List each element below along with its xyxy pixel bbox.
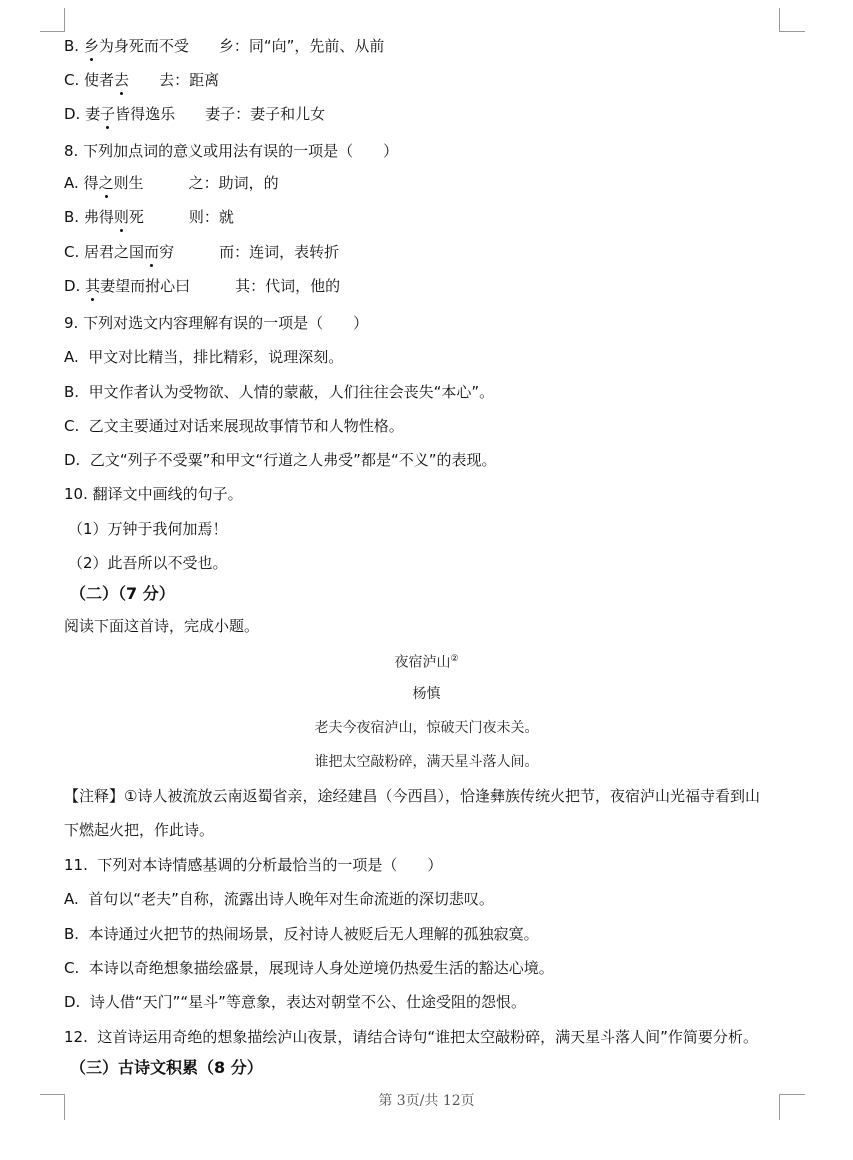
q10-item-2: （2）此吾所以不受也。	[68, 554, 228, 572]
section-3-heading: （三）古诗文积累（8 分）	[70, 1058, 263, 1077]
q12-stem: 12. 这首诗运用奇绝的想象描绘泸山夜景，请结合诗句“谁把太空敲粉碎，满天星斗落人间”作简要分析。	[64, 1028, 758, 1046]
crop-mark-top-right	[779, 8, 780, 32]
q11-option-c: C. 本诗以奇绝想象描绘盛景，展现诗人身处逆境仍热爱生活的豁达心境。	[64, 959, 554, 977]
q8-option-d: D. 其妻望而拊心曰 其：代词，他的	[64, 277, 341, 295]
crop-mark-top-left	[64, 8, 65, 32]
q10-item-1: （1）万钟于我何加焉！	[68, 520, 228, 538]
crop-mark-top-left	[40, 31, 64, 32]
poem-author: 杨慎	[412, 686, 441, 702]
poem-annotation-line-2: 下燃起火把，作此诗。	[64, 821, 215, 839]
q9-stem: 9. 下列对选文内容理解有误的一项是（ ）	[64, 314, 369, 332]
page-number: 第 3页/共 12页	[378, 1093, 475, 1109]
section-2-intro: 阅读下面这首诗，完成小题。	[64, 617, 260, 635]
q8-option-a: A. 得之则生 之：助词，的	[64, 174, 279, 192]
q9-option-b: B. 甲文作者认为受物欲、人情的蒙蔽，人们往往会丧失“本心”。	[64, 383, 495, 401]
q11-stem: 11. 下列对本诗情感基调的分析最恰当的一项是（ ）	[64, 856, 443, 874]
q7-option-c: C. 使者去 去：距离	[64, 71, 220, 89]
q11-option-d: D. 诗人借“天门”“星斗”等意象，表达对朝堂不公、仕途受阻的怨恨。	[64, 993, 526, 1011]
q7-option-b: B. 乡为身死而不受 乡：同“向”，先前、从前	[64, 37, 385, 55]
poem-line-1: 老夫今夜宿泸山，惊破天门夜未关。	[314, 720, 539, 736]
poem-title: 夜宿泸山②	[394, 654, 459, 671]
q7-option-d: D. 妻子皆得逸乐 妻子：妻子和儿女	[64, 105, 326, 123]
poem-line-2: 谁把太空敲粉碎，满天星斗落人间。	[314, 754, 539, 770]
q10-stem: 10. 翻译文中画线的句子。	[64, 485, 243, 503]
section-2-heading: （二）（7 分）	[70, 584, 175, 603]
q8-option-b: B. 弗得则死 则：就	[64, 208, 234, 226]
q9-option-c: C. 乙文主要通过对话来展现故事情节和人物性格。	[64, 417, 404, 435]
q9-option-a: A. 甲文对比精当，排比精彩，说理深刻。	[64, 348, 344, 366]
q9-option-d: D. 乙文“列子不受粟”和甲文“行道之人弗受”都是“不义”的表现。	[64, 451, 497, 469]
crop-mark-top-right	[779, 31, 805, 32]
q11-option-a: A. 首句以“老夫”自称，流露出诗人晚年对生命流逝的深切悲叹。	[64, 890, 494, 908]
q8-stem: 8. 下列加点词的意义或用法有误的一项是（ ）	[64, 142, 399, 160]
q8-option-c: C. 居君之国而穷 而：连词，表转折	[64, 243, 340, 261]
poem-annotation-line-1: 【注释】①诗人被流放云南返蜀省亲，途经建昌（今西昌），恰逢彝族传统火把节，夜宿泸山光福寺看到山	[64, 787, 760, 805]
q11-option-b: B. 本诗通过火把节的热闹场景，反衬诗人被贬后无人理解的孤独寂寞。	[64, 925, 539, 943]
